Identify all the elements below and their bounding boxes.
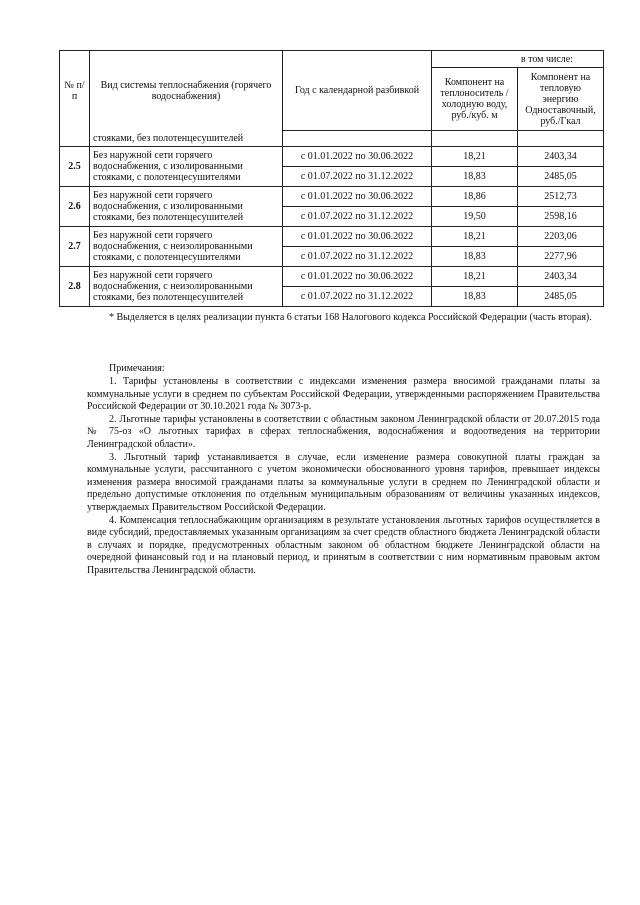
row-description: Без наружной сети горячего водоснабжения, с изолированными стояками, с полотенцесушителями <box>90 147 283 187</box>
row-carrier-value: 18,83 <box>432 167 518 187</box>
row-carrier-value: 18,83 <box>432 287 518 307</box>
row-carrier-value: 18,21 <box>432 147 518 167</box>
row-energy-value: 2203,06 <box>518 227 604 247</box>
row-energy-value: 2512,73 <box>518 187 604 207</box>
row-period: с 01.01.2022 по 30.06.2022 <box>283 227 432 247</box>
note-item: 1. Тарифы установлены в соответствии с индексами изменения размера вносимой гражданами платы за коммунальные услуги в среднем по субъектам Российской Федерации, утвержденными распоряжением Правительства Российской Федерации от 30.10.2021 года № 3073-р. <box>87 376 600 413</box>
row-period: с 01.01.2022 по 30.06.2022 <box>283 187 432 207</box>
note-item: 3. Льготный тариф устанавливается в случае, если изменение размера совокупной платы граждан за коммунальные услуги, рассчитанного с учетом экономически обоснованного уровня тарифов, превышает индексы изменения размера вносимой гражданами платы за коммунальные услуги в среднем по Ленинградской области и предельно допустимые отклонения по отдельным муниципальным образованиям от величины указанных индексов, утверждаемых Правительством Российской Федерации. <box>87 451 600 513</box>
row-description: Без наружной сети горячего водоснабжения, с неизолированными стояками, с полотенцесушителями <box>90 227 283 267</box>
continuation-text: стояками, без полотенцесушителей <box>90 131 283 147</box>
row-description: Без наружной сети горячего водоснабжения, с изолированными стояками, без полотенцесушителей <box>90 187 283 227</box>
header-period: Год с календарной разбивкой <box>283 51 432 131</box>
table-row <box>60 267 604 287</box>
row-number: 2.8 <box>60 267 90 307</box>
header-num: № п/п <box>60 51 90 131</box>
row-energy-value: 2403,34 <box>518 267 604 287</box>
row-number: 2.6 <box>60 187 90 227</box>
table-continuation-row <box>60 131 604 147</box>
row-carrier-value: 19,50 <box>432 207 518 227</box>
notes-title: Примечания: <box>109 363 165 374</box>
footnote <box>87 312 600 325</box>
header-comp-energy: Компонент на тепловую энергию Одноставочный, руб./Гкал <box>518 68 604 131</box>
row-carrier-value: 18,86 <box>432 187 518 207</box>
row-energy-value: 2485,05 <box>518 167 604 187</box>
row-energy-value: 2598,16 <box>518 207 604 227</box>
row-carrier-value: 18,21 <box>432 227 518 247</box>
row-number: 2.5 <box>60 147 90 187</box>
tariff-table <box>59 50 604 307</box>
row-period: с 01.07.2022 по 31.12.2022 <box>283 287 432 307</box>
table-header-row <box>60 51 604 68</box>
row-energy-value: 2277,96 <box>518 247 604 267</box>
note-item: 2. Льготные тарифы установлены в соответствии с областным законом Ленинградской области от 20.07.2015 года № 75-оз «О льготных тарифах в сферах теплоснабжения, водоснабжения и водоотведения на территории Ленинградской области». <box>87 413 600 450</box>
row-energy-value: 2485,05 <box>518 287 604 307</box>
footnote-text: * Выделяется в целях реализации пункта 6 статьи 168 Налогового кодекса Российской Федерации (часть вторая). <box>109 312 592 323</box>
row-description: Без наружной сети горячего водоснабжения, с неизолированными стояками, без полотенцесушителей <box>90 267 283 307</box>
row-period: с 01.07.2022 по 31.12.2022 <box>283 167 432 187</box>
header-system: Вид системы теплоснабжения (горячего водоснабжения) <box>90 51 283 131</box>
row-period: с 01.07.2022 по 31.12.2022 <box>283 247 432 267</box>
row-carrier-value: 18,83 <box>432 247 518 267</box>
header-including: в том числе: <box>432 51 604 68</box>
header-comp-carrier: Компонент на теплоноситель / холодную воду, руб./куб. м <box>432 68 518 131</box>
table-row <box>60 187 604 207</box>
table-row <box>60 147 604 167</box>
table-row <box>60 227 604 247</box>
row-period: с 01.01.2022 по 30.06.2022 <box>283 267 432 287</box>
row-period: с 01.01.2022 по 30.06.2022 <box>283 147 432 167</box>
notes-list <box>87 376 600 578</box>
row-number: 2.7 <box>60 227 90 267</box>
note-item: 4. Компенсация теплоснабжающим организациям в результате установления льготных тарифов осуществляется в виде субсидий, предоставляемых указанным организациям за счет средств областного бюджета Ленинградской области в случаях и порядке, предусмотренных областным законом об областном бюджете Ленинградской области на очередной финансовый год и на плановый период, и принятым в соответствии с ним нормативным правовым актом Правительства Ленинградской области. <box>87 514 600 576</box>
row-period: с 01.07.2022 по 31.12.2022 <box>283 207 432 227</box>
row-energy-value: 2403,34 <box>518 147 604 167</box>
row-carrier-value: 18,21 <box>432 267 518 287</box>
